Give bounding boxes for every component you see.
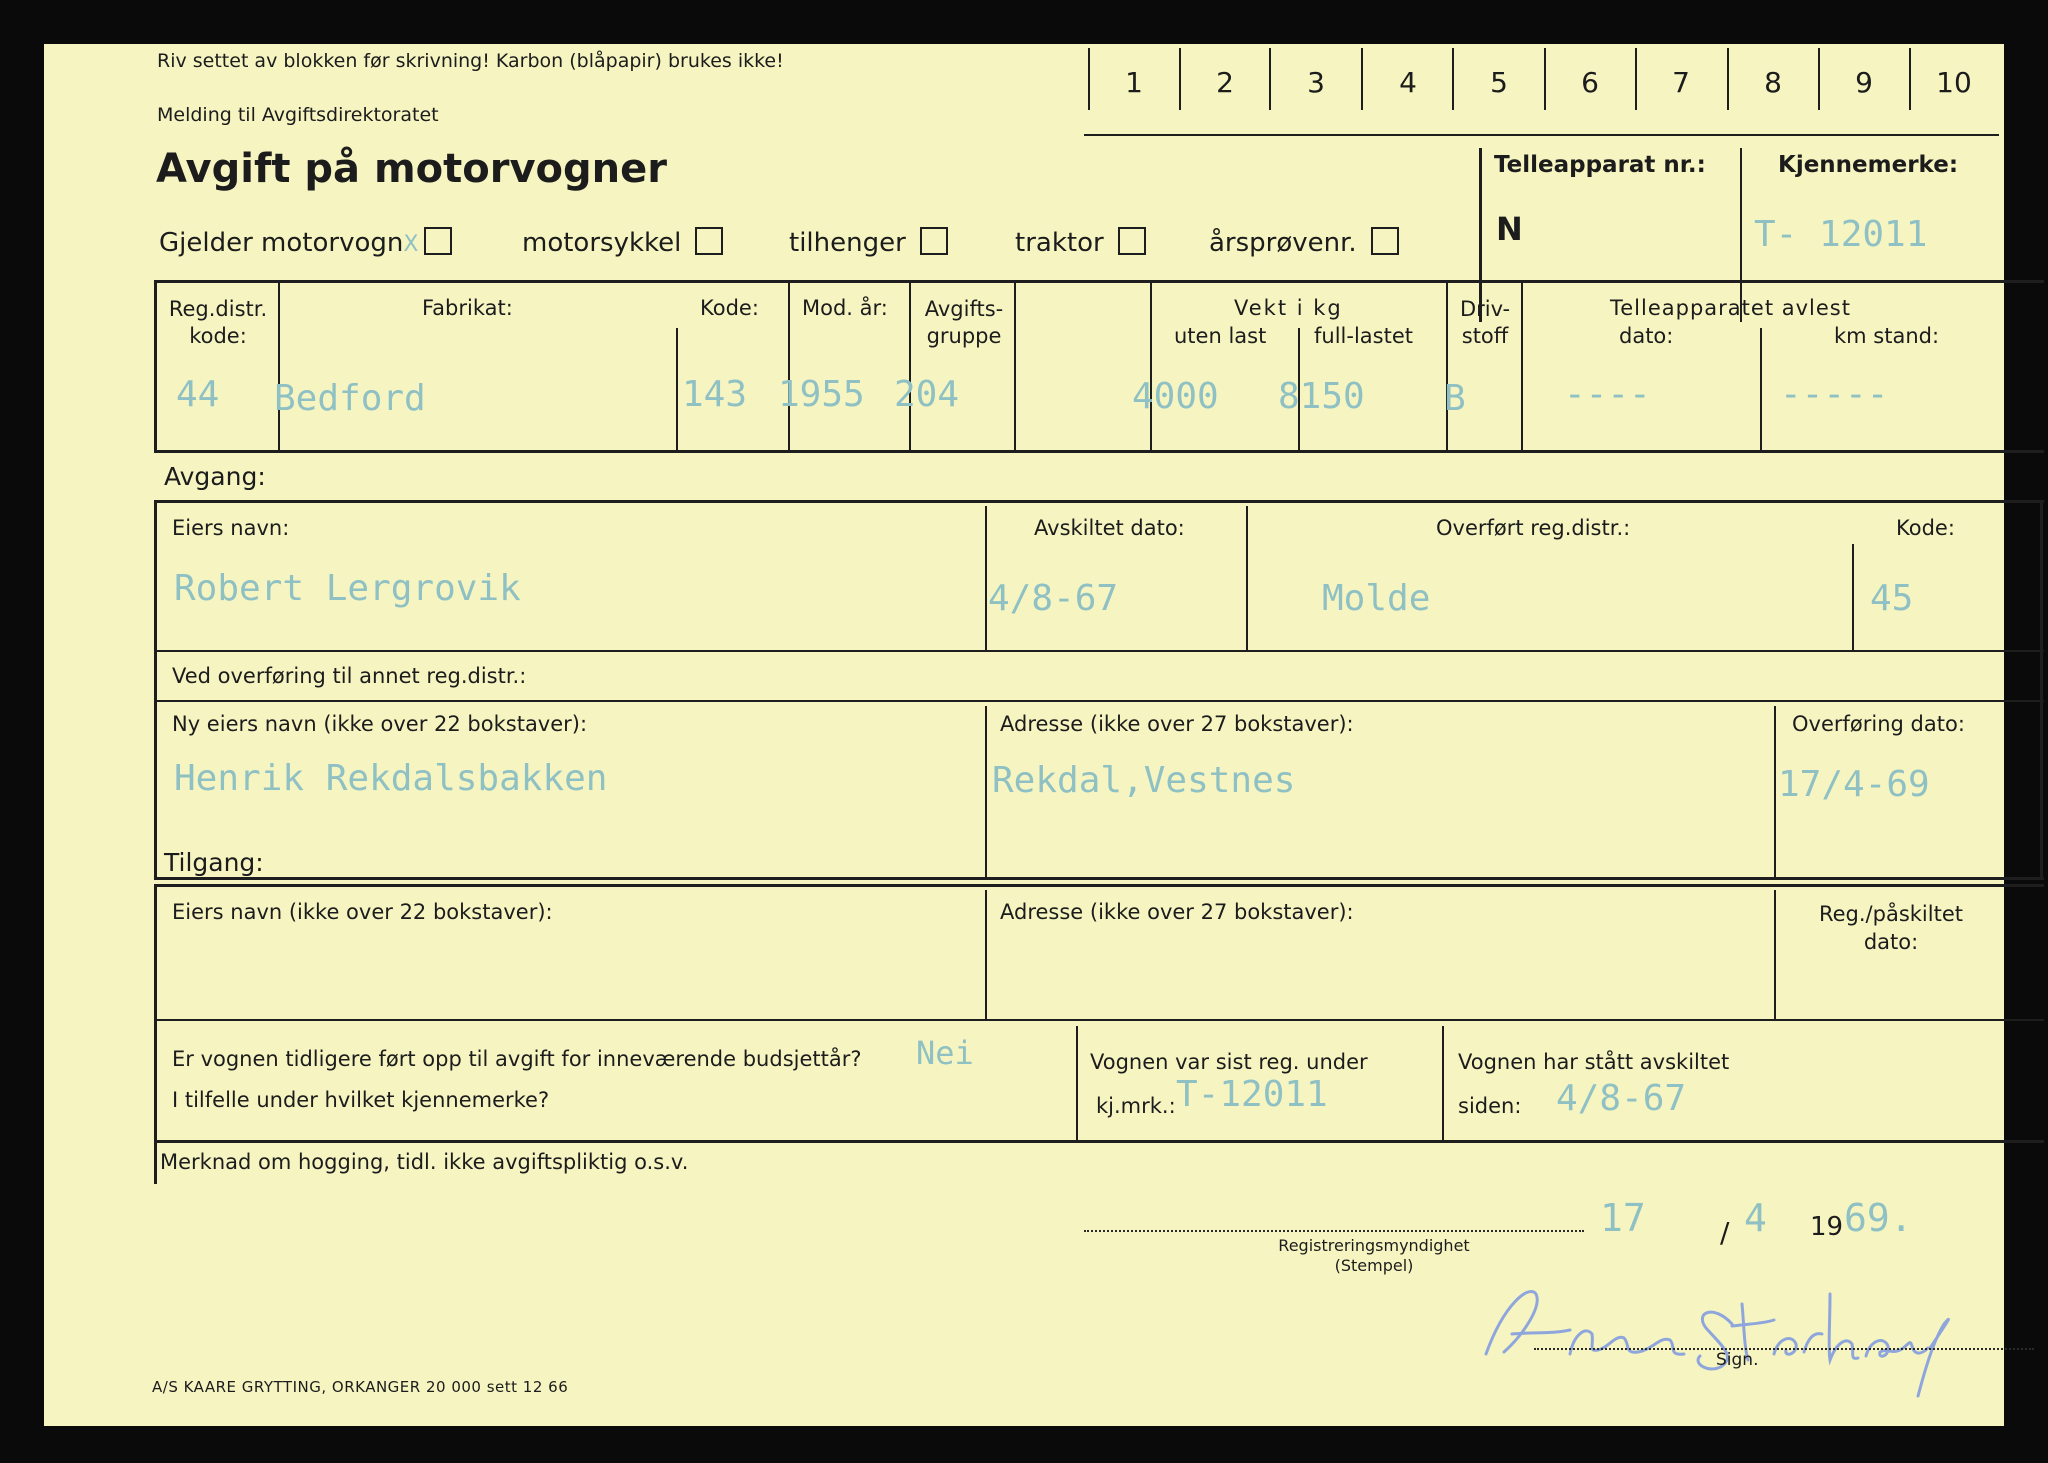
tax-form-card [44,44,2004,1426]
avgang-kode-value: 45 [1870,578,1914,619]
number-cell: 7 [1672,66,1690,99]
avskiltet-siden-label: Vognen har stått avskiltet [1458,1050,1730,1074]
checkbox-motorvogn-mark: X [403,232,419,257]
date-year-prefix: 19 [1810,1212,1844,1242]
checkbox-tilhenger[interactable] [789,228,948,258]
drivstoff-label-line1: Driv- [1459,297,1511,321]
telle-avlest-label: Telleapparatet avlest [1610,296,1851,320]
checkbox-traktor-label: traktor [1015,228,1104,258]
drivstoff-value: B [1444,378,1466,419]
drivstoff-label [1448,296,1522,350]
question-tidligere-answer: Nei [916,1034,974,1072]
avgiftsgruppe-value: 204 [894,374,960,415]
kode-label: Kode: [700,296,759,320]
stamp-dotted-line [1084,1230,1584,1232]
full-lastet-label: full-lastet [1314,324,1413,348]
registreringsmyndighet-line2: (Stempel) [1334,1256,1414,1275]
checkbox-tilhenger-box[interactable] [920,227,948,255]
number-cell: 6 [1581,66,1599,99]
tilgang-eiers-navn-label: Eiers navn (ikke over 22 bokstaver): [172,900,553,924]
avlest-dato-label: dato: [1619,324,1674,348]
checkbox-traktor-box[interactable] [1118,227,1146,255]
kj-mrk-value: T-12011 [1176,1074,1328,1115]
avlest-dato-value: ---- [1564,374,1651,415]
reg-paskiltet-label-line1: Reg./påskiltet [1818,902,1963,926]
avgiftsgruppe-label-line1: Avgifts- [924,297,1004,321]
checkbox-motorsykkel-label: motorsykkel [522,228,682,258]
full-lastet-value: 8150 [1278,376,1365,417]
overfort-label: Overført reg.distr.: [1436,516,1631,540]
mod-ar-value: 1955 [778,374,865,415]
checkbox-motorvogn-box[interactable] [424,227,452,255]
form-title: Avgift på motorvogner [156,146,667,192]
km-stand-label: km stand: [1834,324,1940,348]
checkbox-arsprovenr[interactable] [1209,228,1399,258]
number-cell: 4 [1399,66,1417,99]
checkbox-arsprovenr-label: årsprøvenr. [1209,228,1357,258]
siden-label: siden: [1458,1094,1522,1118]
number-cell: 3 [1307,66,1325,99]
kjennemerke-value: T- 12011 [1754,214,1928,255]
sist-reg-label: Vognen var sist reg. under [1090,1050,1368,1074]
ved-overforing-label: Ved overføring til annet reg.distr.: [172,664,527,688]
checkbox-motorvogn-label: Gjelder motorvogn [159,228,404,258]
ny-eier-value: Henrik Rekdalsbakken [174,758,608,799]
ny-eier-label: Ny eiers navn (ikke over 22 bokstaver): [172,712,588,736]
avgang-kode-label: Kode: [1896,516,1955,540]
reg-distr-label [158,296,278,350]
uten-last-value: 4000 [1132,376,1219,417]
avgang-eiers-navn-value: Robert Lergrovik [174,568,521,609]
signature-text: Arne Storhaug [1474,1264,1482,1265]
date-month: 4 [1744,1196,1767,1240]
checkbox-motorsykkel-box[interactable] [695,227,723,255]
vekt-label: Vekt i kg [1234,296,1343,320]
number-cell: 1 [1125,66,1143,99]
reg-paskiltet-label [1776,900,2006,956]
merknad-label: Merknad om hogging, tidl. ikke avgiftspliktig o.s.v. [160,1150,689,1174]
signature-handwriting [1474,1264,1974,1414]
date-day: 17 [1600,1196,1646,1240]
number-cell: 8 [1764,66,1782,99]
registreringsmyndighet-line1: Registreringsmyndighet [1278,1236,1470,1255]
uten-last-label: uten last [1174,324,1267,348]
date-year-suffix: 69. [1844,1196,1913,1240]
question-tidligere: Er vognen tidligere ført opp til avgift for inneværende budsjettår? [172,1047,862,1071]
mod-ar-label: Mod. år: [802,296,888,320]
number-cell: 2 [1216,66,1234,99]
overforing-dato-label: Overføring dato: [1792,712,1965,736]
date-separator: / [1720,1216,1730,1249]
overforing-dato-value: 17/4-69 [1778,764,1930,805]
siden-value: 4/8-67 [1556,1078,1687,1119]
kjennemerke-label: Kjennemerke: [1778,152,1959,178]
avgiftsgruppe-label [912,296,1016,350]
number-cell: 9 [1855,66,1873,99]
signature-dotted-line [1534,1348,2034,1350]
fabrikat-label: Fabrikat: [422,296,513,320]
reg-paskiltet-label-line2: dato: [1863,930,1919,954]
overfort-value: Molde [1322,578,1431,619]
checkbox-arsprovenr-box[interactable] [1371,227,1399,255]
instruction-text: Riv settet av blokken før skrivning! Karbon (blåpapir) brukes ikke! [157,50,784,72]
reg-distr-value: 44 [176,374,220,415]
fabrikat-value: Bedford [274,378,426,419]
ny-adresse-label: Adresse (ikke over 27 bokstaver): [1000,712,1354,736]
recipient-text: Melding til Avgiftsdirektoratet [157,104,439,126]
checkbox-tilhenger-label: tilhenger [789,228,906,258]
telleapparat-label: Telleapparat nr.: [1494,152,1706,178]
km-stand-value: ----- [1780,374,1889,415]
question-kjennemerke: I tilfelle under hvilket kjennemerke? [172,1088,550,1112]
avskiltet-dato-value: 4/8-67 [988,578,1119,619]
avgang-eiers-navn-label: Eiers navn: [172,516,290,540]
ny-adresse-value: Rekdal,Vestnes [992,760,1296,801]
tilgang-adresse-label: Adresse (ikke over 27 bokstaver): [1000,900,1354,924]
kj-mrk-label: kj.mrk.: [1096,1094,1176,1118]
reg-distr-label-line1: Reg.distr. [168,297,268,321]
printer-imprint: A/S KAARE GRYTTING, ORKANGER 20 000 sett 12 66 [152,1378,569,1396]
checkbox-traktor[interactable] [1015,228,1146,258]
checkbox-motorsykkel[interactable] [522,228,723,258]
avskiltet-dato-label: Avskiltet dato: [1034,516,1185,540]
tilgang-label: Tilgang: [164,848,264,877]
avgiftsgruppe-label-line2: gruppe [926,324,1002,348]
reg-distr-label-line2: kode: [189,324,247,348]
kode-value: 143 [682,374,748,415]
avgang-label: Avgang: [164,462,266,491]
telleapparat-value: N [1496,210,1523,248]
number-cell: 10 [1936,66,1972,99]
number-cell: 5 [1490,66,1508,99]
sign-label: Sign. [1716,1350,1759,1370]
checkbox-motorvogn[interactable] [159,228,452,258]
drivstoff-label-line2: stoff [1461,324,1509,348]
